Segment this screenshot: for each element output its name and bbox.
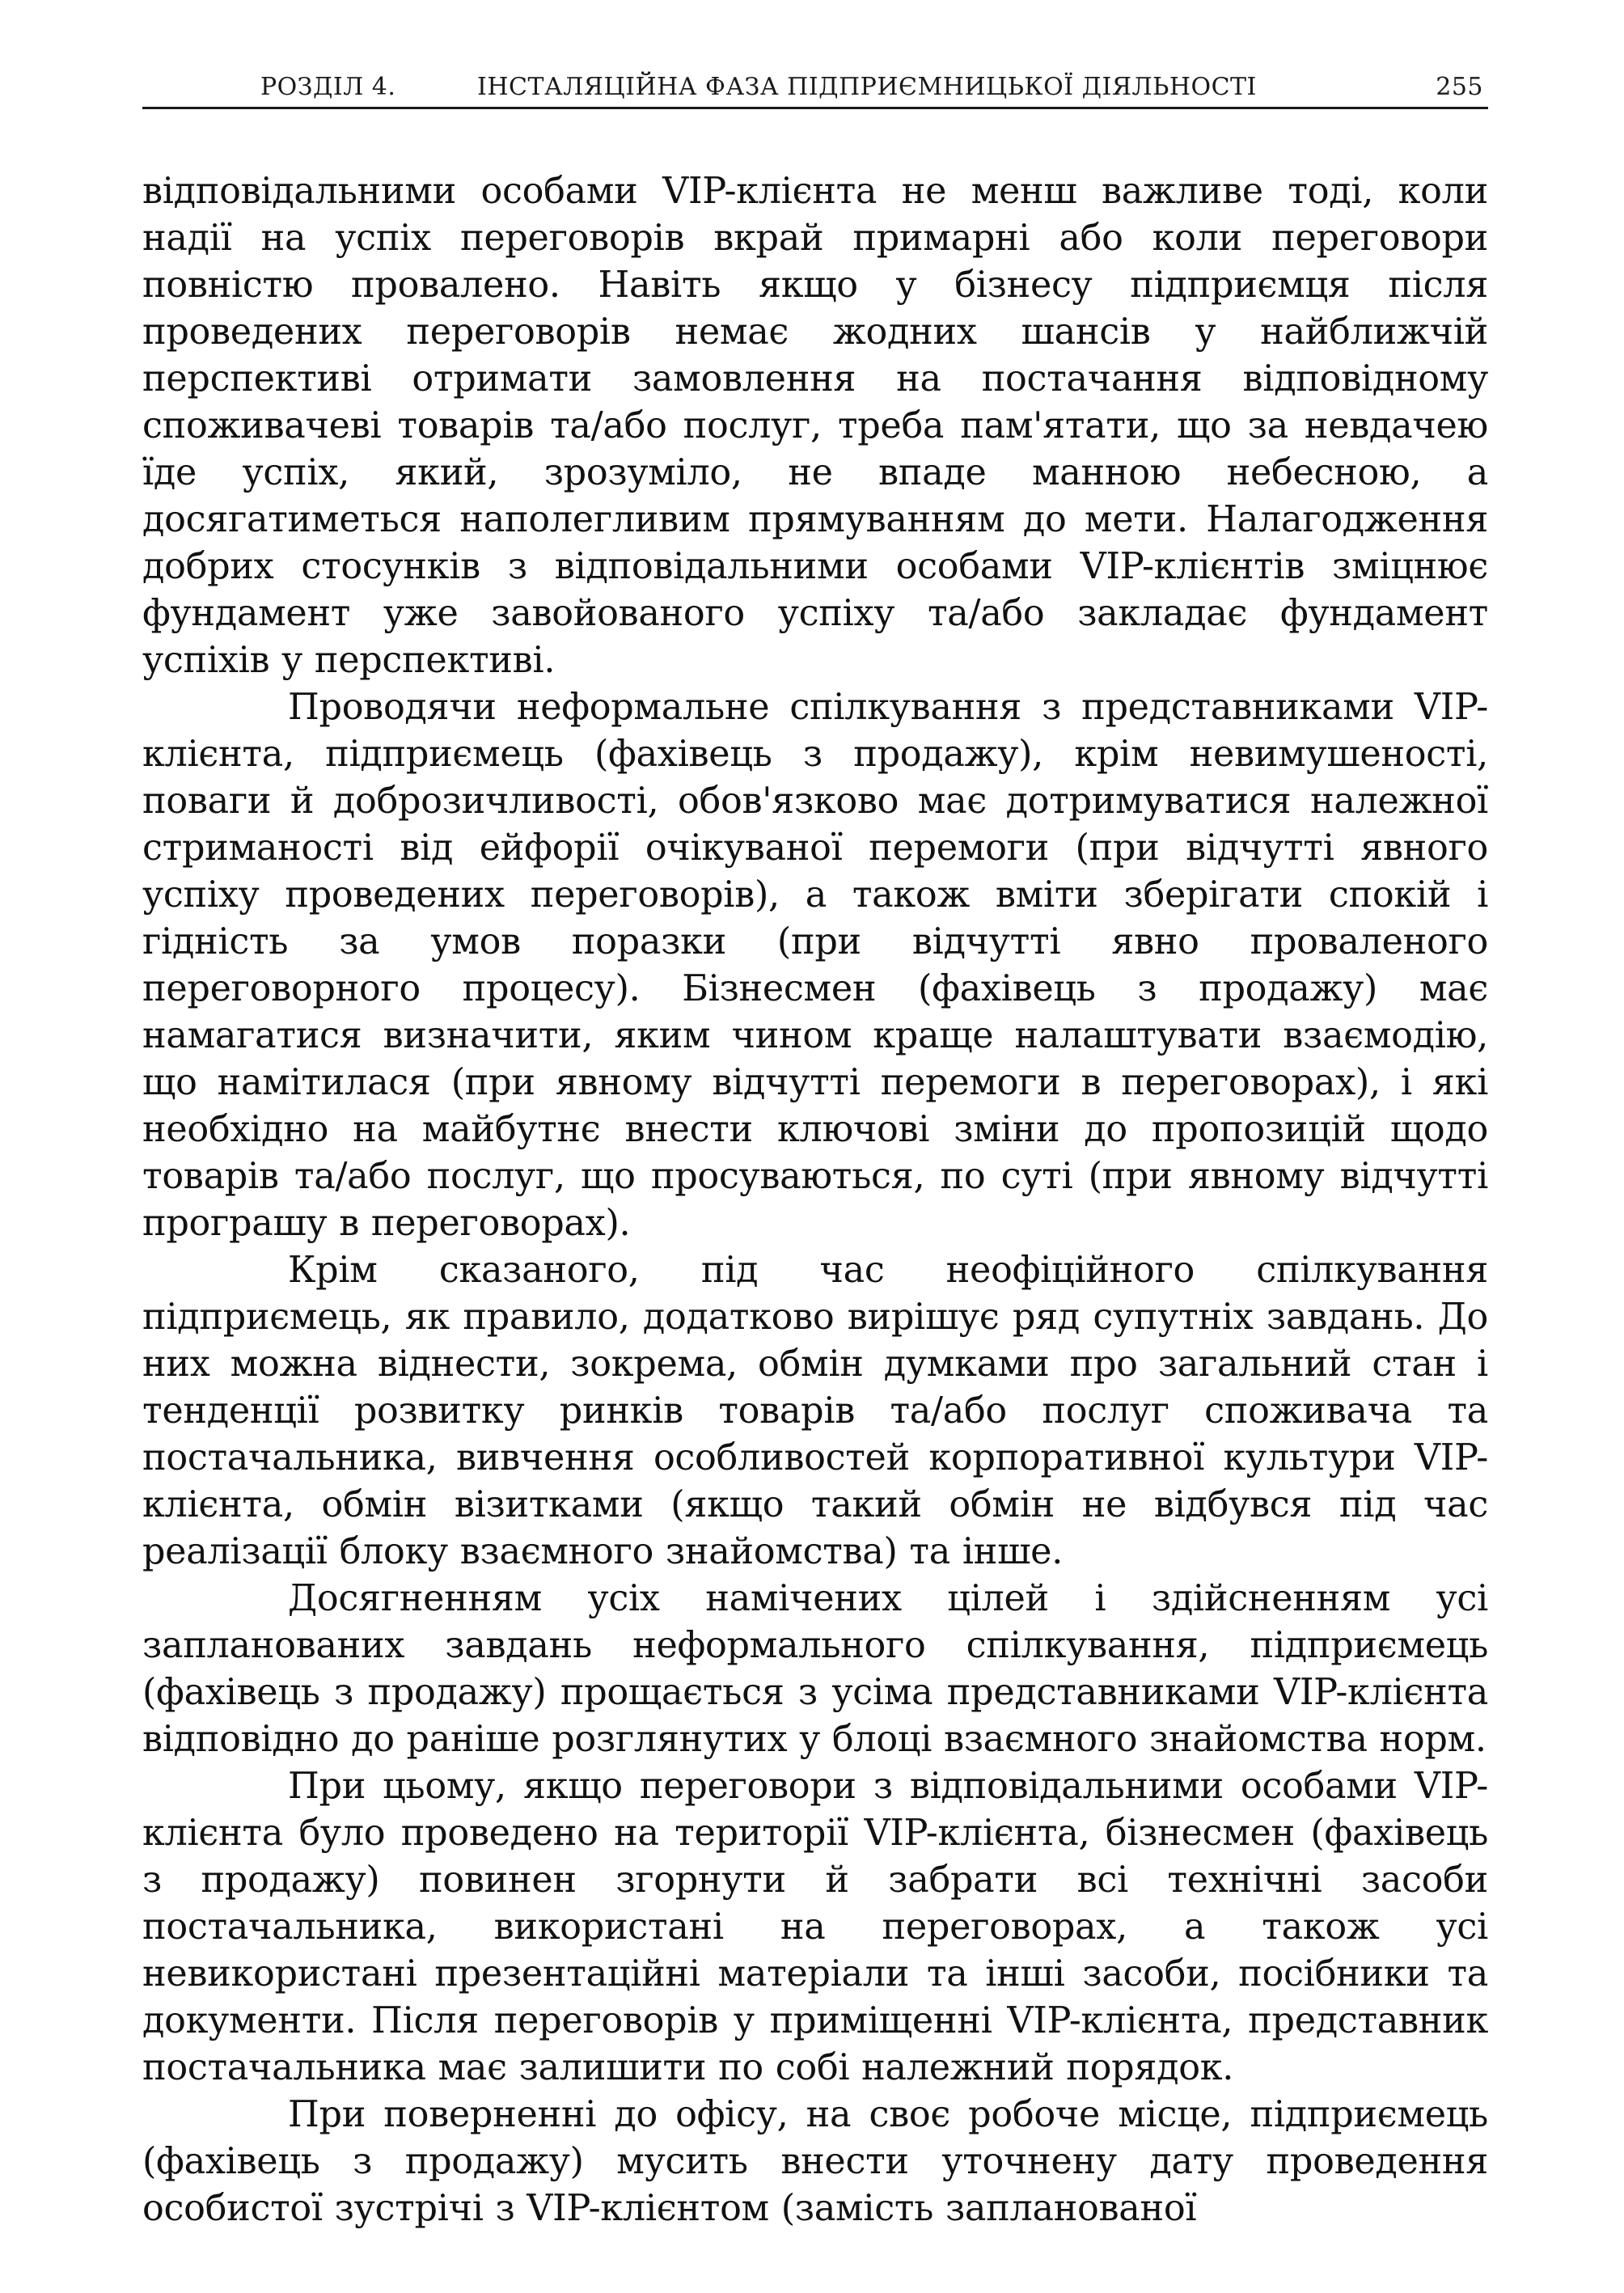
paragraph: Крім сказаного, під час неофіційного спілкування підприємець, як правило, додатково вирішує ряд супутніх завдань. До них можна віднести, зокрема, обмін думками про загальний стан і тенденції розвитку ринків товарів та/або послуг споживача та постачальника, вивчення особливостей корпоративної культури VIP-клієнта, обмін візитками (якщо такий обмін не відбувся під час реалізації блоку взаємного знайомства) та інше. bbox=[142, 1250, 1488, 1572]
section-label: РОЗДІЛ 4. bbox=[260, 73, 396, 101]
running-header bbox=[142, 65, 1488, 104]
body-text bbox=[142, 168, 1488, 2232]
paragraph: Досягненням усіх намічених цілей і здійсненням усі запланованих завдань неформального спілкування, підприємець (фахівець з продажу) прощається з усіма представниками VIP-клієнта відповідно до раніше розглянутих у блоці взаємного знайомства норм. bbox=[142, 1578, 1488, 1760]
paragraph: відповідальними особами VIP-клієнта не менш важливе тоді, коли надії на успіх переговорів вкрай примарні або коли переговори повністю провалено. Навіть якщо у бізнесу підприємця після проведених переговорів немає жодних шансів у найближчій перспективі отримати замовлення на постачання відповідному споживачеві товарів та/або послуг, треба пам'ятати, що за невдачею їде успіх, який, зрозуміло, не впаде манною небесною, а досягатиметься наполегливим прямуванням до мети. Налагодження добрих стосунків з відповідальними особами VIP-клієнтів зміцнює фундамент уже завойованого успіху та/або закладає фундамент успіхів у перспективі. bbox=[142, 171, 1488, 681]
paragraph: При поверненні до офісу, на своє робоче місце, підприємець (фахівець з продажу) мусить внести уточнену дату проведення особистої зустрічі з VIP-клієнтом (замість запланованої bbox=[142, 2094, 1488, 2229]
chapter-title: ІНСТАЛЯЦІЙНА ФАЗА ПІДПРИЄМНИЦЬКОЇ ДІЯЛЬНОСТІ bbox=[477, 73, 1257, 101]
page-number: 255 bbox=[1436, 73, 1483, 101]
header-rule bbox=[142, 107, 1488, 109]
paragraph: При цьому, якщо переговори з відповідальними особами VIP-клієнта було проведено на території VIP-клієнта, бізнесмен (фахівець з продажу) повинен згорнути й забрати всі технічні засоби постачальника, використані на переговорах, а також усі невикористані презентаційні матеріали та інші засоби, посібники та документи. Після переговорів у приміщенні VIP-клієнта, представник постачальника має залишити по собі належний порядок. bbox=[142, 1766, 1488, 2088]
paragraph: Проводячи неформальне спілкування з представниками VIP-клієнта, підприємець (фахівець з продажу), крім невимушеності, поваги й доброзичливості, обов'язково має дотримуватися належної стриманості від ейфорії очікуваної перемоги (при відчутті явного успіху проведених переговорів), а також вміти зберігати спокій і гідність за умов поразки (при відчутті явно проваленого переговорного процесу). Бізнесмен (фахівець з продажу) має намагатися визначити, яким чином краще налаштувати взаємодію, що намітилася (при явному відчутті перемоги в переговорах), і які необхідно на майбутнє внести ключові зміни до пропозицій щодо товарів та/або послуг, що просуваються, по суті (при явному відчутті програшу в переговорах). bbox=[142, 687, 1488, 1244]
